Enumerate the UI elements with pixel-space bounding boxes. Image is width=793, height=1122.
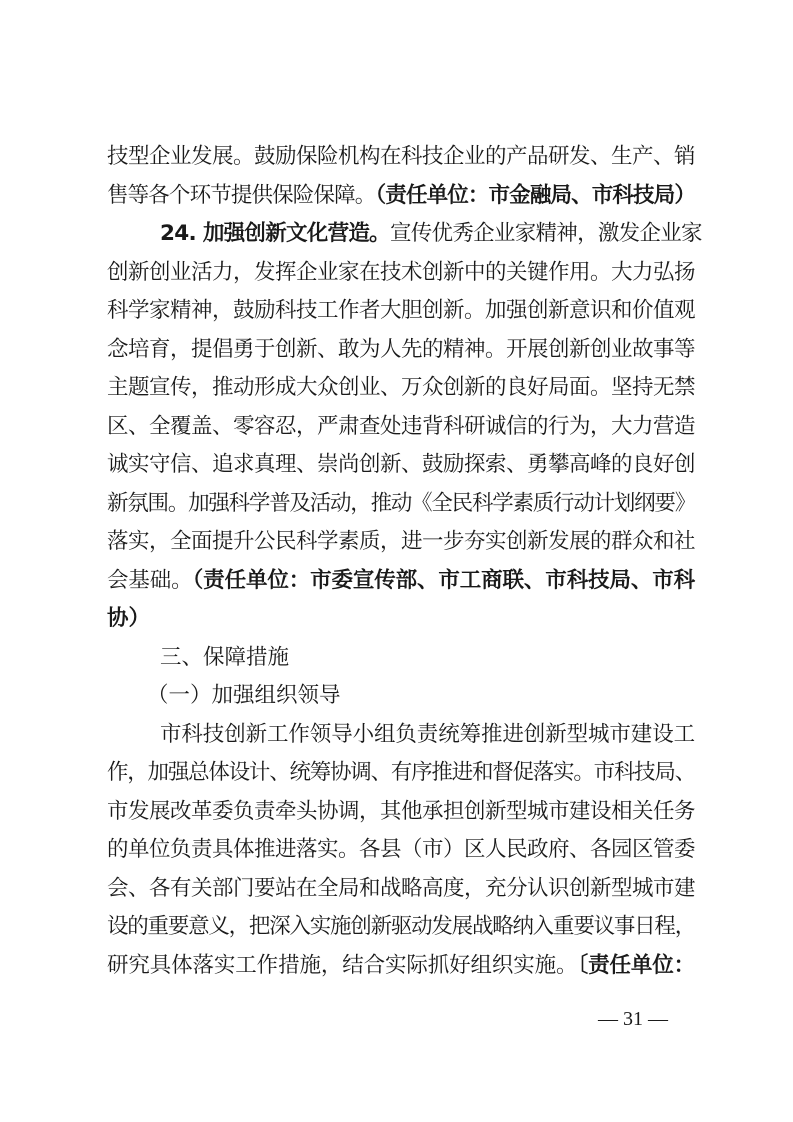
section-heading [107,639,695,678]
subsection-heading-text: （一）加强组织领导 [147,683,341,708]
page-number: — 31 — [598,1008,668,1030]
subsection-heading [107,677,695,716]
paragraph-line [107,870,695,909]
body-text: 市科技创新工作领导小组负责统筹推进创新型城市建设工 [160,721,695,747]
paragraph-line [107,523,695,562]
document-page [107,138,702,985]
body-text: 技型企业发展。鼓励保险机构在科技企业的产品研发、生产、销 [107,144,695,169]
body-text: 主题宣传，推动形成大众创业、万众创新的良好局面。坚持无禁 [107,375,695,400]
paragraph-line [107,908,695,947]
paragraph-line [107,754,695,793]
responsibility-units: 〔责任单位： [577,952,695,978]
paragraph-line [107,408,695,447]
paragraph-line [107,292,695,331]
body-text: 宣传优秀企业家精神，激发企业家 [389,221,702,246]
body-text: 创新创业活力，发挥企业家在技术创新中的关键作用。大力弘扬 [107,259,695,285]
paragraph-line [107,177,695,216]
paragraph-line [107,215,702,254]
paragraph-line [107,600,695,639]
paragraph-line [107,716,695,755]
body-text: 科学家精神，鼓励科技工作者大胆创新。加强创新意识和价值观 [107,298,695,323]
body-text: 售等各个环节提供保险保障。 [107,182,376,208]
paragraph-line [107,254,695,293]
paragraph-line [107,947,695,986]
paragraph-line [107,562,695,601]
paragraph-line [107,369,695,408]
responsibility-units: （责任单位：市金融局、市科技局） [375,182,695,208]
body-text: 区、全覆盖、零容忍，严肃查处违背科研诚信的行为，大力营造 [107,413,695,439]
responsibility-units: （责任单位：市委宣传部、市工商联、市科技局、市科 [192,567,695,593]
paragraph-line [107,831,695,870]
paragraph-line [107,138,695,177]
body-text: 念培育，提倡勇于创新、敢为人先的精神。开展创新创业故事等 [107,336,695,362]
paragraph-line [107,446,695,485]
section-heading-text: 三、保障措施 [160,644,290,670]
body-text: 诚实守信、追求真理、崇尚创新、鼓励探索、勇攀高峰的良好创 [107,452,695,477]
paragraph-line [107,331,695,370]
body-text: 会、各有关部门要站在全局和战略高度，充分认识创新型城市建 [107,875,695,901]
item-number: 24. [160,221,196,246]
body-text: 市发展改革委负责牵头协调，其他承担创新型城市建设相关任务 [107,798,695,824]
body-text: 会基础。 [107,567,193,593]
item-title: 加强创新文化营造。 [202,221,390,246]
body-text: 设的重要意义，把深入实施创新驱动发展战略纳入重要议事日程， [107,914,695,939]
body-text: 新氛围。加强科学普及活动，推动《全民科学素质行动计划纲要》 [107,490,695,516]
paragraph-line [107,793,695,832]
responsibility-units: 协） [107,606,151,631]
body-text: 的单位负责具体推进落实。各县（市）区人民政府、各园区管委 [107,837,695,862]
paragraph-line [107,485,695,524]
body-text: 研究具体落实工作措施，结合实际抓好组织实施。 [107,952,578,978]
body-text: 落实，全面提升公民科学素质，进一步夯实创新发展的群众和社 [107,529,695,554]
body-text: 作，加强总体设计、统筹协调、有序推进和督促落实。市科技局、 [107,760,695,785]
